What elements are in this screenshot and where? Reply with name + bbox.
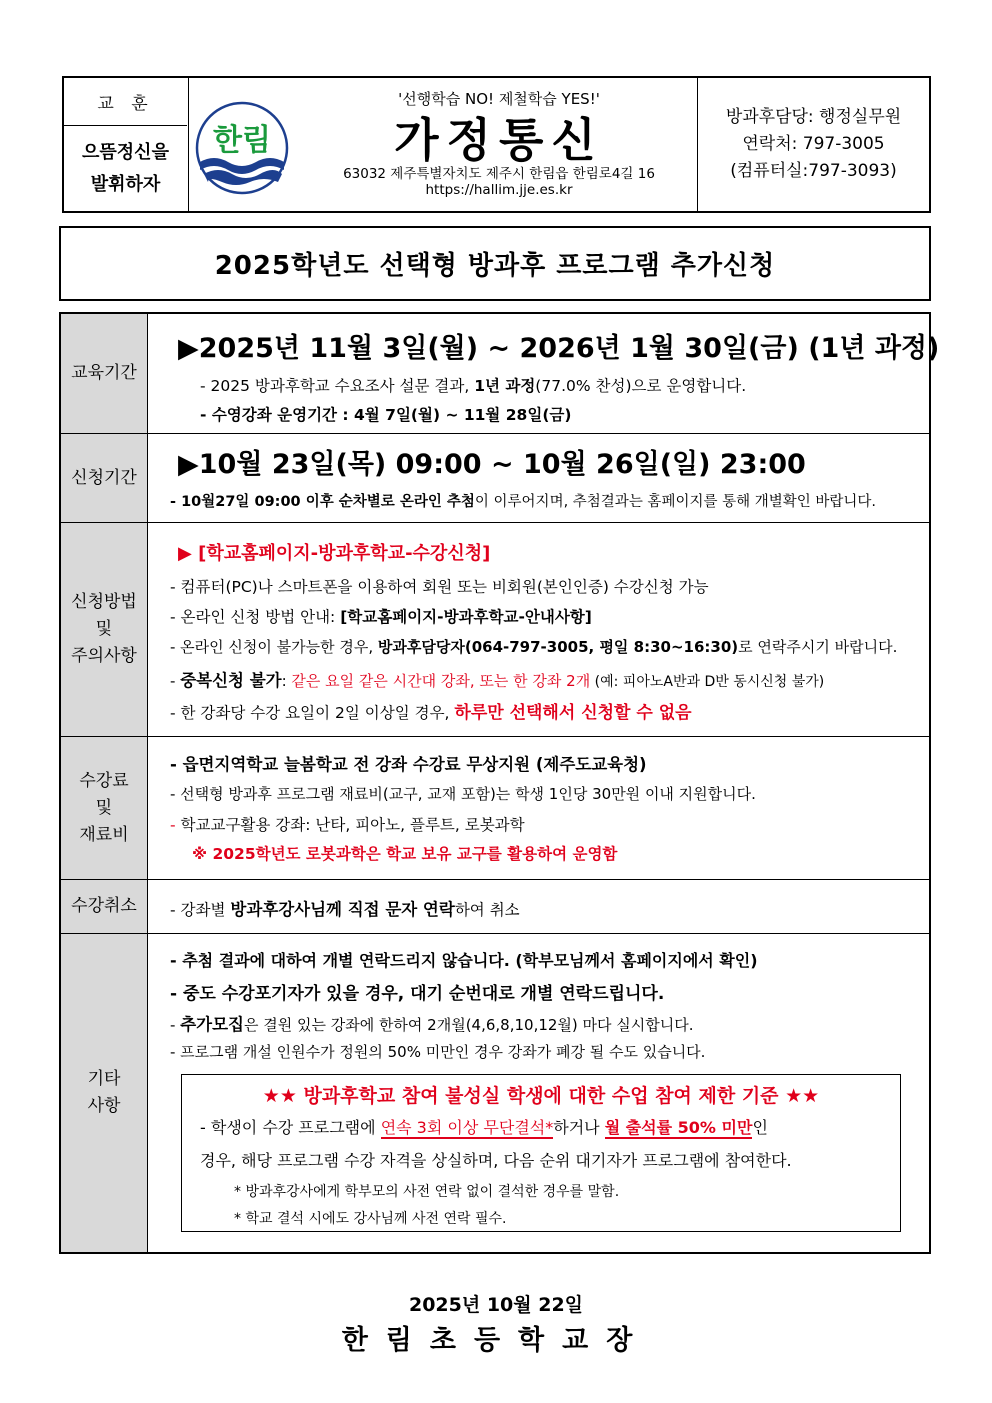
text-bold: 1년 과정 <box>474 377 536 395</box>
fee-line-1: - 읍면지역학교 늘봄학교 전 강좌 수강료 무상지원 (제주도교육청) <box>170 755 647 774</box>
text: - 학생이 수강 프로그램에 <box>200 1118 381 1137</box>
row-content <box>148 523 929 736</box>
letter-title-block <box>299 78 699 211</box>
fee-line-2: - 선택형 방과후 프로그램 재료비(교구, 교재 포함)는 학생 1인당 30만원 이내 지원합니다. <box>170 785 756 803</box>
text: - 온라인 신청이 불가능한 경우, <box>170 638 378 656</box>
row-label <box>61 523 148 736</box>
school-logo-icon <box>194 100 290 196</box>
label-text: 수강취소 <box>71 896 137 916</box>
label-text: 교육기간 <box>71 363 137 383</box>
label-text: 주의사항 <box>71 646 137 666</box>
label-text: 재료비 <box>79 824 129 845</box>
label-text: 기타 <box>87 1069 121 1089</box>
text: - <box>170 672 181 690</box>
row-cancel <box>61 880 929 934</box>
row-label <box>61 934 148 1252</box>
row-etc <box>61 934 929 1252</box>
motto-label: 교 훈 <box>64 78 187 126</box>
text: (77.0% 찬성)으로 운영합니다. <box>535 377 747 395</box>
row-label <box>61 434 148 522</box>
row-fee <box>61 737 929 880</box>
text: 하여 취소 <box>454 901 520 919</box>
text-red-underline: 월 출석률 50% 미만 <box>604 1118 753 1137</box>
row-content <box>148 434 929 522</box>
text-red-underline: 연속 3회 이상 무단결석* <box>380 1118 554 1137</box>
contact-line-2: 연락처: 797-3005 <box>742 134 885 154</box>
issue-date: 2025년 10월 22일 <box>408 1294 584 1316</box>
motto-line-1: 으뜸정신을 <box>82 141 169 163</box>
slogan: '선행학습 NO! 제철학습 YES!' <box>398 90 600 108</box>
text-red: - <box>170 816 181 834</box>
rule-line-1 <box>200 1115 768 1138</box>
period-line-2: - 수영강좌 운영기간 : 4월 7일(월) ~ 11월 28일(금) <box>200 406 572 424</box>
text-bold: 방과후담당자(064-797-3005, 평일 8:30~16:30) <box>377 638 739 656</box>
period-main: ▶2025년 11월 3일(월) ~ 2026년 1월 30일(금) (1년 과정) <box>178 333 940 364</box>
row-content <box>148 934 929 1252</box>
method-line-4 <box>170 667 824 691</box>
apply-line-1 <box>170 490 876 511</box>
apply-path[interactable]: ▶ [학교홈페이지-방과후학교-수강신청] <box>178 543 491 564</box>
etc-line-1: - 추첨 결과에 대하여 개별 연락드리지 않습니다. (학부모님께서 홈페이지에서 확인) <box>170 951 758 970</box>
row-content <box>148 314 940 433</box>
label-text: 및 <box>95 797 113 818</box>
text: 이 이루어지며, 추첨결과는 홈페이지를 통해 개별확인 바랍니다. <box>474 494 876 510</box>
text-bold: 방과후강사님께 직접 문자 연락 <box>230 900 455 919</box>
rule-note-2: * 학교 결석 시에도 강사님께 사전 연락 필수. <box>234 1211 507 1227</box>
letter-title: 가정통신 <box>394 113 604 167</box>
text: (예: 피아노A반과 D반 동시신청 불가) <box>590 674 825 690</box>
text: - 2025 방과후학교 수요조사 설문 결과, <box>200 377 475 395</box>
etc-line-4: - 프로그램 개설 인원수가 정원의 50% 미만인 경우 강좌가 폐강 될 수도 있습니다. <box>170 1043 706 1061</box>
row-apply-method <box>61 523 929 737</box>
text: - <box>170 1016 181 1034</box>
school-motto-cell <box>64 78 189 211</box>
notice-title: 2025학년도 선택형 방과후 프로그램 추가신청 <box>59 226 931 301</box>
text-bold: 추가모집 <box>180 1015 244 1034</box>
text-red-bold: 하루만 선택해서 신청할 수 없음 <box>454 703 692 723</box>
label-text: 및 <box>95 619 113 639</box>
etc-line-2: - 중도 수강포기자가 있을 경우, 대기 순번대로 개별 연락드립니다. <box>170 984 665 1004</box>
principal-signature: 한림초등학교장 <box>341 1325 651 1356</box>
row-label <box>61 737 148 879</box>
text-bold: 중복신청 불가 <box>180 671 282 690</box>
cancel-line-1 <box>170 896 520 920</box>
text: - 온라인 신청 방법 안내: <box>170 608 341 626</box>
label-text: 신청기간 <box>71 467 137 488</box>
label-text: 신청방법 <box>71 592 137 612</box>
row-label <box>61 314 148 433</box>
fee-line-3 <box>170 813 525 835</box>
text-bold: - 10월27일 09:00 이후 순차별로 온라인 추첨 <box>170 494 475 510</box>
rule-line-2: 경우, 해당 프로그램 수강 자격을 상실하며, 다음 순위 대기자가 프로그램에 참여한다. <box>200 1151 792 1170</box>
apply-main: ▶10월 23일(목) 09:00 ~ 10월 26일(일) 23:00 <box>178 449 806 480</box>
motto-text <box>64 126 187 211</box>
row-education-period <box>61 314 940 434</box>
text: 은 결원 있는 강좌에 한하여 2개월(4,6,8,10,12월) 마다 실시합니다. <box>243 1016 694 1034</box>
text: 인 <box>752 1118 768 1137</box>
label-text: 수강료 <box>79 770 129 791</box>
label-text: 사항 <box>87 1096 121 1116</box>
info-table <box>59 312 940 1254</box>
motto-line-2: 발휘하자 <box>90 173 161 195</box>
contact-line-3: (컴퓨터실:797-3093) <box>730 161 897 181</box>
text: - 강좌별 <box>170 901 231 919</box>
period-line-1 <box>200 374 746 396</box>
text: - 한 강좌당 수강 요일이 2일 이상일 경우, <box>170 704 455 722</box>
method-line-2 <box>170 605 592 627</box>
rule-note-1: * 방과후강사에게 학부모의 사전 연락 없이 결석한 경우를 말함. <box>234 1184 620 1200</box>
method-line-3 <box>170 636 897 657</box>
logo-text: 한림 <box>213 123 271 158</box>
school-address: 63032 제주특별자치도 제주시 한림읍 한림로4길 16 <box>343 166 655 182</box>
contact-line-1: 방과후담당: 행정실무원 <box>725 107 902 127</box>
rule-title: ★★ 방과후학교 참여 불성실 학생에 대한 수업 참여 제한 기준 ★★ <box>262 1085 820 1107</box>
row-content <box>148 880 929 933</box>
text: 학교교구활용 강좌: 난타, 피아노, 플루트, 로봇과학 <box>180 816 525 834</box>
text: 하거나 <box>553 1118 605 1137</box>
school-url[interactable]: https://hallim.jje.es.kr <box>425 182 573 198</box>
row-apply-period <box>61 434 929 523</box>
text-red: 같은 요일 같은 시간대 강좌, 또는 한 강좌 2개 <box>291 672 591 690</box>
method-line-1: - 컴퓨터(PC)나 스마트폰을 이용하여 회원 또는 비회원(본인인증) 수강신청 가능 <box>170 578 709 596</box>
letterhead <box>62 76 931 213</box>
row-label <box>61 880 148 933</box>
text: 로 연락주시기 바랍니다. <box>738 638 898 656</box>
contact-info <box>697 78 929 211</box>
fee-line-4: ※ 2025학년도 로봇과학은 학교 보유 교구를 활용하여 운영함 <box>192 845 618 863</box>
method-line-5 <box>170 698 692 723</box>
etc-line-3 <box>170 1011 694 1035</box>
text: : <box>281 672 292 690</box>
attendance-rule-box <box>181 1074 901 1232</box>
row-content <box>148 737 929 879</box>
text-bold: [학교홈페이지-방과후학교-안내사항] <box>340 608 592 626</box>
